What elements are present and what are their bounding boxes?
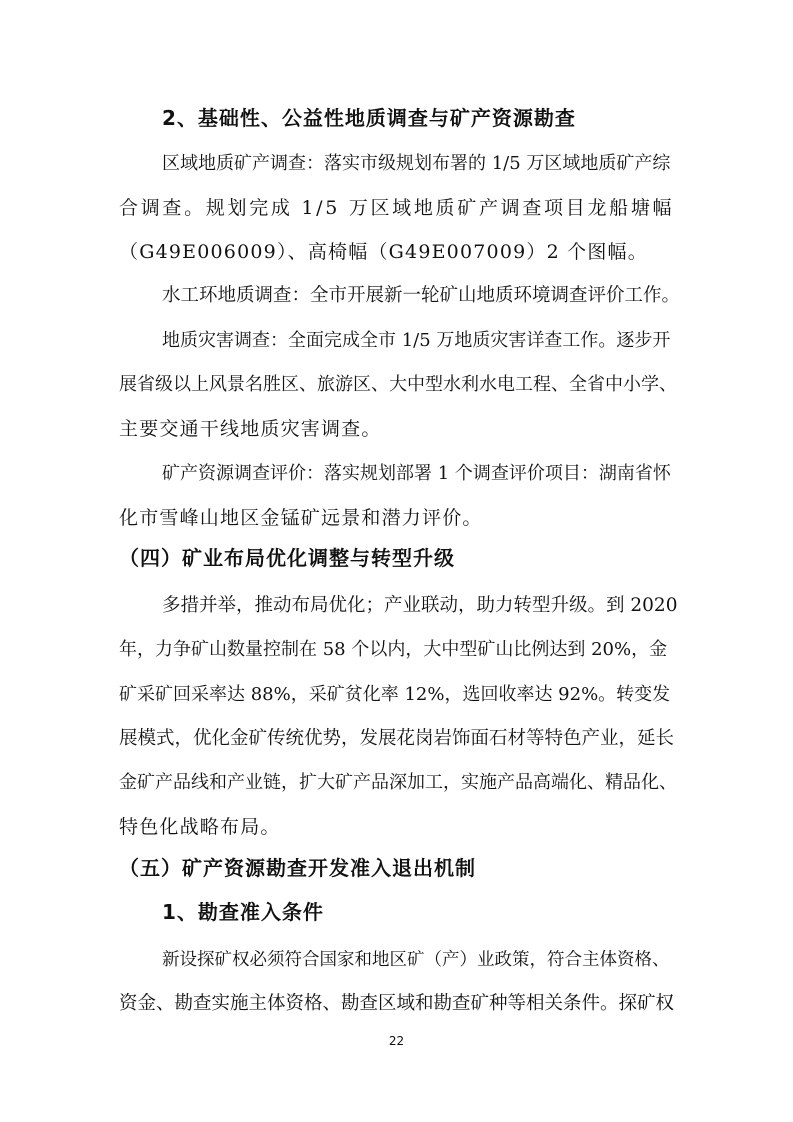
subsection-heading-exploration-access: 1、勘查准入条件 [162, 900, 324, 924]
paragraph-line: 水工环地质调查：全市开展新一轮矿山地质环境调查评价工作。 [162, 285, 681, 306]
section-heading-basic-survey: 2、基础性、公益性地质调查与矿产资源勘查 [162, 106, 576, 130]
paragraph-line: 主要交通干线地质灾害调查。 [119, 418, 382, 440]
paragraph-line: 合调查。规划完成 1/5 万区域地质矿产调查项目龙船塘幅 [119, 197, 675, 219]
paragraph-line: 地质灾害调查：全面完成全市 1/5 万地质灾害详查工作。逐步开 [162, 330, 671, 351]
paragraph-line: 资金、勘查实施主体资格、勘查区域和勘查矿种等相关条件。探矿权 [119, 993, 675, 1014]
paragraph-line: （G49E006009）、高椅幅（G49E007009）2 个图幅。 [119, 241, 648, 263]
paragraph-line: 多措并举，推动布局优化；产业联动，助力转型升级。到 2020 [162, 595, 678, 616]
paragraph-line: 展模式，优化金矿传统优势，发展花岗岩饰面石材等特色产业，延长 [119, 728, 675, 749]
paragraph-line: 化市雪峰山地区金锰矿远景和潜力评价。 [119, 507, 483, 529]
section-heading-layout-optimization: （四）矿业布局优化调整与转型升级 [119, 546, 455, 570]
paragraph-line: 金矿产品线和产业链，扩大矿产品深加工，实施产品高端化、精品化、 [119, 772, 677, 793]
paragraph-line: 区域地质矿产调查：落实市级规划布署的 1/5 万区域地质矿产综 [162, 153, 671, 174]
paragraph-line: 年，力争矿山数量控制在 58 个以内，大中型矿山比例达到 20%，金 [119, 639, 668, 660]
paragraph-line: 展省级以上风景名胜区、旅游区、大中型水利水电工程、全省中小学、 [119, 374, 677, 395]
page-number: 22 [388, 1034, 405, 1048]
paragraph-line: 矿采矿回采率达 88%，采矿贫化率 12%，选回收率达 92%。转变发 [119, 684, 671, 705]
paragraph-line: 矿产资源调查评价：落实规划部署 1 个调查评价项目：湖南省怀 [162, 463, 671, 484]
section-heading-access-exit: （五）矿产资源勘查开发准入退出机制 [119, 856, 476, 880]
paragraph-line: 新设探矿权必须符合国家和地区矿（产）业政策，符合主体资格、 [162, 950, 670, 970]
paragraph-line: 特色化战略布局。 [119, 816, 281, 838]
